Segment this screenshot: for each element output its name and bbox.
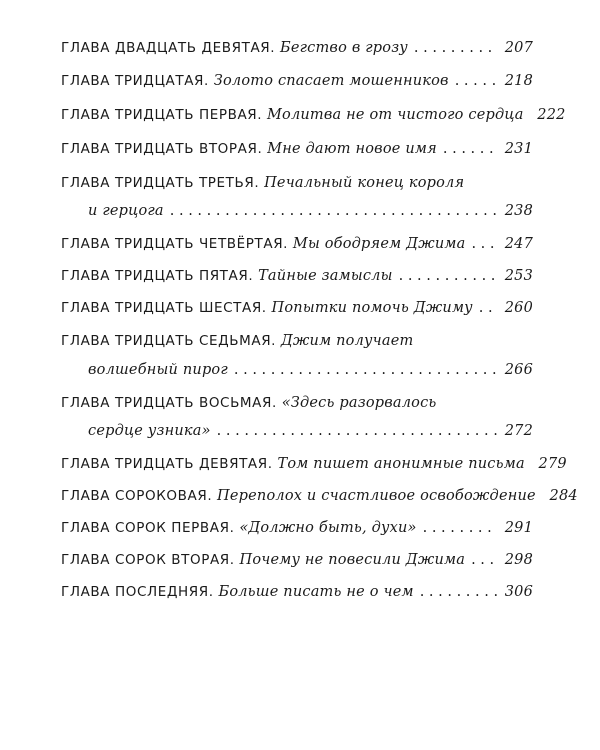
- chapter-title-continuation: и герцога: [88, 203, 164, 219]
- chapter-title: Переполох и счастливое освобождение: [217, 488, 536, 504]
- chapter-number: ГЛАВА ТРИДЦАТЬ ШЕСТАЯ.: [61, 300, 267, 316]
- chapter-title: Больше писать не о чем: [218, 584, 414, 600]
- dot-leader: [170, 203, 497, 219]
- chapter-number: ГЛАВА ТРИДЦАТЬ ПЕРВАЯ.: [61, 107, 263, 123]
- page-number: 291: [504, 520, 533, 536]
- chapter-title: «Должно быть, духи»: [239, 520, 417, 536]
- page-number: 207: [504, 40, 533, 56]
- chapter-number: ГЛАВА ТРИДЦАТЬ ДЕВЯТАЯ.: [61, 456, 273, 472]
- dot-leader: [420, 584, 497, 600]
- toc-entry: [61, 333, 533, 359]
- toc-entry: [61, 395, 533, 421]
- dot-leader: [234, 362, 497, 378]
- page-number: 284: [549, 488, 578, 504]
- dot-leader: [423, 520, 497, 536]
- toc-entry-continuation: [88, 203, 533, 229]
- toc-entry: [61, 107, 566, 133]
- toc-entry: [61, 300, 533, 326]
- page-number: 266: [504, 362, 533, 378]
- toc-entry: [61, 584, 533, 610]
- chapter-number: ГЛАВА СОРОКОВАЯ.: [61, 488, 213, 504]
- chapter-number: ГЛАВА СОРОК ВТОРАЯ.: [61, 552, 235, 568]
- toc-entry: [61, 488, 578, 514]
- chapter-title: Мне дают новое имя: [267, 141, 437, 157]
- chapter-title: Почему не повесили Джима: [239, 552, 466, 568]
- toc-entry: [61, 552, 533, 578]
- chapter-title-continuation: волшебный пирог: [88, 362, 228, 378]
- chapter-title: Джим получает: [280, 333, 414, 349]
- chapter-number: ГЛАВА ТРИДЦАТЬ ВТОРАЯ.: [61, 141, 263, 157]
- page-number: 222: [537, 107, 566, 123]
- dot-leader: [471, 236, 497, 252]
- chapter-title: Попытки помочь Джиму: [271, 300, 473, 316]
- toc-entry-continuation: [88, 423, 533, 449]
- dot-leader: [471, 552, 497, 568]
- chapter-number: ГЛАВА ДВАДЦАТЬ ДЕВЯТАЯ.: [61, 40, 276, 56]
- page-number: 306: [504, 584, 533, 600]
- dot-leader: [479, 300, 497, 316]
- chapter-title: «Здесь разорвалось: [281, 395, 437, 411]
- chapter-number: ГЛАВА ТРИДЦАТАЯ.: [61, 73, 209, 89]
- toc-entry: [61, 456, 567, 482]
- page-number: 279: [538, 456, 567, 472]
- chapter-title: Бегство в грозу: [280, 40, 408, 56]
- chapter-number: ГЛАВА ТРИДЦАТЬ ВОСЬМАЯ.: [61, 395, 277, 411]
- page-number: 238: [504, 203, 533, 219]
- page-number: 260: [504, 300, 533, 316]
- dot-leader: [455, 73, 497, 89]
- dot-leader: [443, 141, 497, 157]
- toc-entry: [61, 141, 533, 167]
- page-number: 253: [504, 268, 533, 284]
- toc-entry: [61, 236, 533, 262]
- chapter-number: ГЛАВА ТРИДЦАТЬ ТРЕТЬЯ.: [61, 175, 260, 191]
- page-number: 218: [504, 73, 533, 89]
- toc-entry: [61, 40, 533, 66]
- page-number: 231: [504, 141, 533, 157]
- chapter-number: ГЛАВА ПОСЛЕДНЯЯ.: [61, 584, 214, 600]
- toc-entry: [61, 268, 533, 294]
- chapter-title-continuation: сердце узника»: [88, 423, 211, 439]
- chapter-number: ГЛАВА ТРИДЦАТЬ ЧЕТВЁРТАЯ.: [61, 236, 289, 252]
- toc-entry: [61, 520, 533, 546]
- dot-leader: [399, 268, 497, 284]
- chapter-title: Мы ободряем Джима: [292, 236, 466, 252]
- chapter-number: ГЛАВА ТРИДЦАТЬ ПЯТАЯ.: [61, 268, 254, 284]
- chapter-number: ГЛАВА ТРИДЦАТЬ СЕДЬМАЯ.: [61, 333, 277, 349]
- chapter-number: ГЛАВА СОРОК ПЕРВАЯ.: [61, 520, 235, 536]
- page-number: 272: [504, 423, 533, 439]
- chapter-title: Молитва не от чистого сердца: [266, 107, 524, 123]
- dot-leader: [414, 40, 497, 56]
- chapter-title: Печальный конец короля: [264, 175, 465, 191]
- chapter-title: Тайные замыслы: [258, 268, 393, 284]
- page-number: 298: [504, 552, 533, 568]
- toc-entry: [61, 73, 533, 99]
- toc-entry: [61, 175, 533, 201]
- chapter-title: Том пишет анонимные письма: [277, 456, 525, 472]
- chapter-title: Золото спасает мошенников: [213, 73, 449, 89]
- page-number: 247: [504, 236, 533, 252]
- toc-entry-continuation: [88, 362, 533, 388]
- dot-leader: [217, 423, 497, 439]
